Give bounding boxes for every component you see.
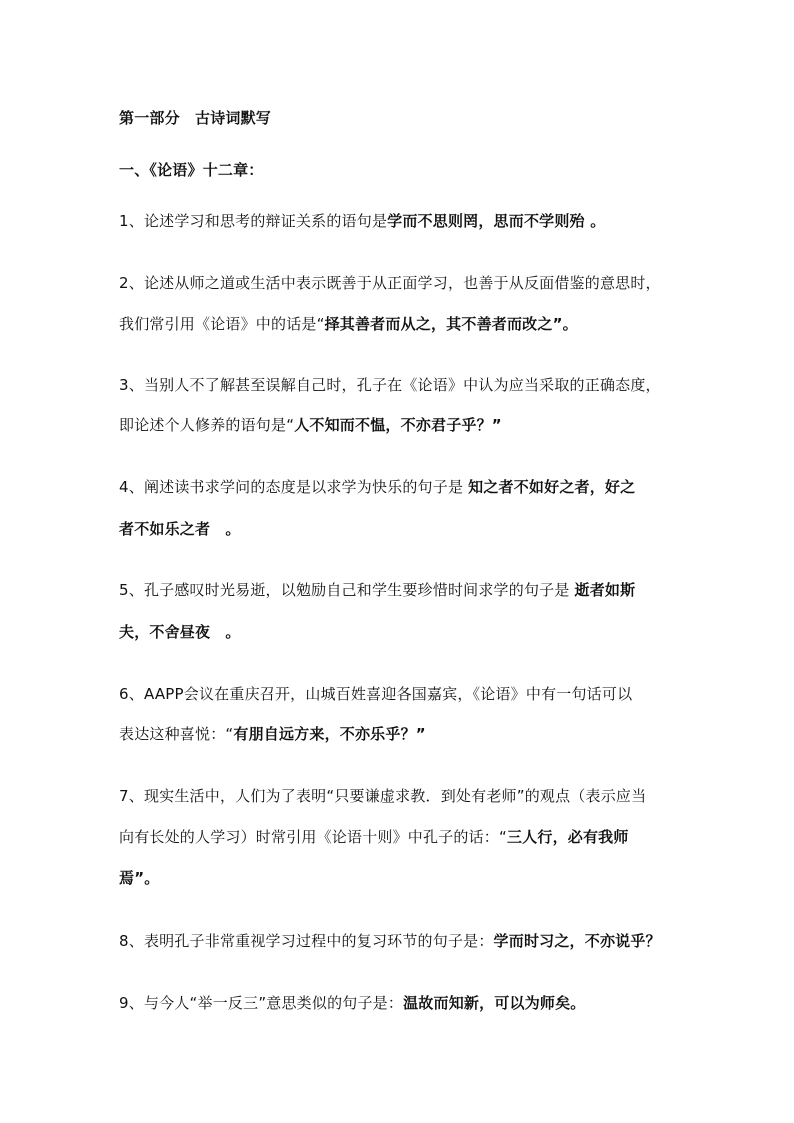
item-answer: 知之者不如好之者，好之: [468, 478, 636, 496]
item-text: 4、阐述读书求学问的态度是以求学为快乐的句子是: [119, 478, 469, 496]
item-text: 7、现实生活中，人们为了表明“只要谦虚求教．到处有老师”的观点（表示应当: [119, 787, 647, 805]
list-item-continuation: [119, 415, 689, 435]
list-item-continuation: [119, 868, 689, 888]
item-text: 5、孔子感叹时光易逝，以勉励自己和学生要珍惜时间求学的句子是: [119, 581, 575, 599]
item-suffix: ”。: [134, 869, 160, 887]
item-suffix: ”: [415, 725, 426, 743]
list-item-continuation: [119, 622, 689, 642]
item-text: 我们常引用《论语》中的话是“: [119, 315, 325, 333]
item-text: 表达这种喜悦：“: [119, 725, 234, 743]
list-item: [119, 786, 689, 806]
item-suffix: ”。: [552, 315, 578, 333]
list-item: [119, 375, 689, 395]
item-answer: 择其善者而从之，其不善者而改之: [324, 315, 553, 333]
list-item: [119, 580, 689, 600]
list-item: [119, 931, 689, 951]
list-item: [119, 477, 689, 497]
item-suffix: 。: [210, 623, 241, 641]
item-suffix: ”: [491, 416, 502, 434]
item-text: 3、当别人不了解甚至误解自己时，孔子在《论语》中认为应当采取的正确态度，: [119, 376, 661, 394]
list-item-continuation: [119, 314, 689, 334]
item-answer: 人不知而不愠，不亦君子乎？: [294, 416, 492, 434]
item-text: 即论述个人修养的语句是“: [119, 416, 295, 434]
item-text: 8、表明孔子非常重视学习过程中的复习环节的句子是：: [119, 932, 494, 950]
item-text: 1、论述学习和思考的辩证关系的语句是: [119, 212, 388, 230]
item-answer: 有朋自远方来，不亦乐乎？: [233, 725, 416, 743]
item-answer: 学而时习之，不亦说乎？: [493, 932, 661, 950]
item-text: 6、AAPP会议在重庆召开，山城百姓喜迎各国嘉宾，《论语》中有一句话可以: [119, 685, 633, 703]
item-answer: 温故而知新，可以为师矣。: [403, 994, 586, 1012]
item-answer: 三人行，必有我师: [506, 828, 629, 846]
item-text: 2、论述从师之道或生活中表示既善于从正面学习，也善于从反面借鉴的意思时，: [119, 274, 661, 292]
list-item: [119, 684, 689, 704]
item-suffix: 。: [210, 520, 241, 538]
list-item: [119, 273, 689, 293]
item-text: 9、与今人“举一反三”意思类似的句子是：: [119, 994, 404, 1012]
item-answer: 逝者如斯: [574, 581, 636, 599]
list-item-continuation: [119, 724, 689, 744]
item-answer: 者不如乐之者: [119, 520, 211, 538]
item-answer: 焉: [119, 869, 135, 887]
list-item: [119, 993, 689, 1013]
subsection-title: 一、《论语》十二章：: [119, 161, 264, 179]
item-suffix: 。: [584, 212, 606, 230]
list-item-continuation: [119, 827, 689, 847]
list-item: [119, 211, 689, 231]
item-answer: 学而不思则罔，思而不学则殆: [387, 212, 585, 230]
item-answer: 夫，不舍昼夜: [119, 623, 211, 641]
list-item-continuation: [119, 519, 689, 539]
item-text: 向有长处的人学习）时常引用《论语十则》中孔子的话：“: [119, 828, 507, 846]
section-title: 第一部分 古诗词默写: [119, 109, 272, 127]
